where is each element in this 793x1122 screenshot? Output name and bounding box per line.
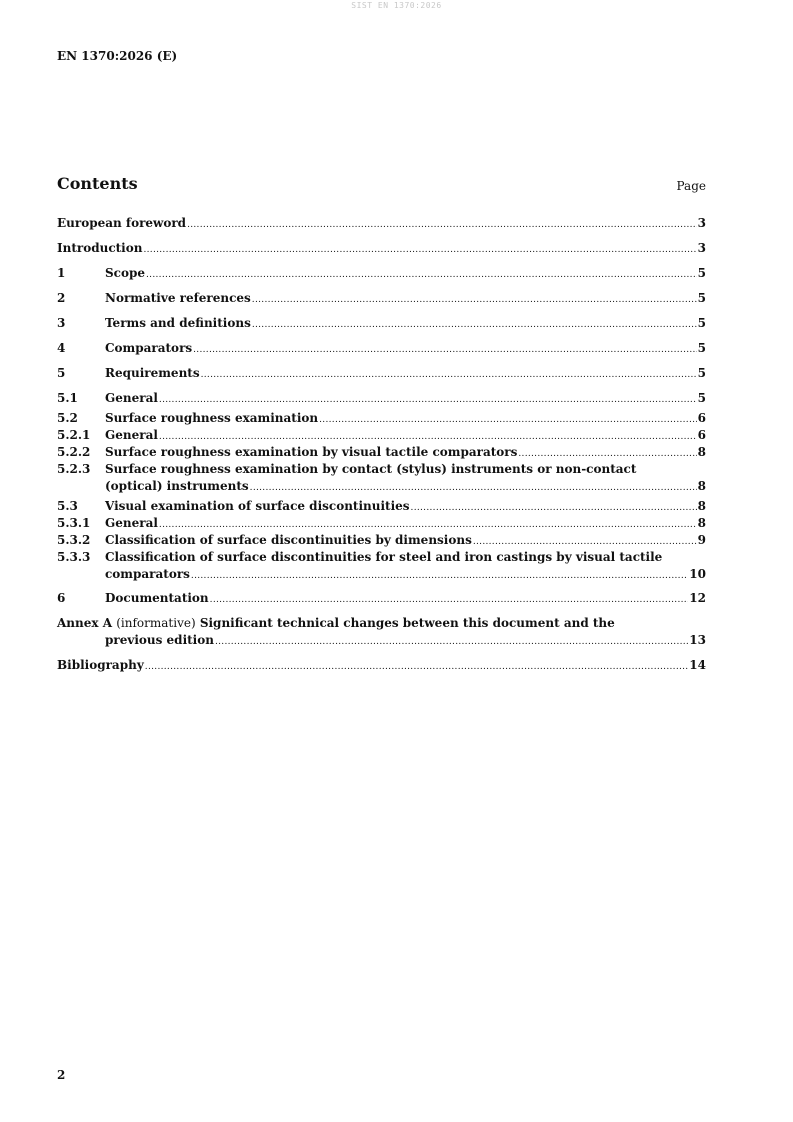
- toc-title[interactable]: General: [105, 516, 158, 530]
- toc-number: 5.2.2: [57, 445, 91, 459]
- toc-number: 6: [57, 591, 66, 605]
- toc-title[interactable]: Surface roughness examination by contact (stylus) instruments or non-contact: [105, 462, 637, 476]
- toc-entry[interactable]: [57, 461, 706, 495]
- toc-title[interactable]: Comparators: [105, 341, 193, 355]
- toc-title[interactable]: Scope: [105, 266, 146, 280]
- annex-type: (informative): [116, 616, 196, 630]
- dot-leader: [187, 221, 697, 230]
- toc-page-number[interactable]: 8: [697, 479, 706, 493]
- toc-page-number[interactable]: 6: [697, 411, 706, 425]
- dot-leader: [201, 371, 697, 380]
- toc-page-number[interactable]: 5: [697, 391, 706, 405]
- toc-entry[interactable]: [57, 532, 706, 549]
- toc-title[interactable]: comparators: [105, 567, 190, 581]
- toc-entry[interactable]: [57, 657, 706, 674]
- toc-entry[interactable]: [57, 340, 706, 357]
- toc-number: 4: [57, 341, 66, 355]
- dot-leader: [193, 346, 697, 355]
- toc-number: 5.3.1: [57, 516, 91, 530]
- toc-title[interactable]: Normative references: [105, 291, 251, 305]
- toc-entry[interactable]: [57, 265, 706, 282]
- dot-leader: [146, 271, 697, 280]
- dot-leader: [215, 638, 688, 647]
- toc-title[interactable]: Documentation: [105, 591, 209, 605]
- toc-page-number[interactable]: 12: [689, 591, 706, 605]
- dot-leader: [159, 521, 697, 530]
- toc-title[interactable]: General: [105, 428, 158, 442]
- dot-leader: [145, 663, 689, 672]
- toc-entry[interactable]: [57, 590, 706, 607]
- toc-entry[interactable]: [57, 290, 706, 307]
- toc-entry[interactable]: [57, 365, 706, 382]
- toc-title[interactable]: Visual examination of surface discontinuities: [105, 499, 410, 513]
- page-column-label: Page: [676, 179, 706, 193]
- toc-title[interactable]: Classification of surface discontinuities by dimensions: [105, 533, 472, 547]
- toc-title[interactable]: Significant technical changes between this document and the: [199, 616, 615, 630]
- toc-number: 5.3: [57, 499, 78, 513]
- toc-page-number[interactable]: 9: [697, 533, 706, 547]
- toc-entry[interactable]: [57, 498, 706, 515]
- toc-page-number[interactable]: 6: [697, 428, 706, 442]
- watermark: SIST EN 1370:2026: [351, 1, 442, 10]
- dot-leader: [159, 433, 697, 442]
- dot-leader: [252, 321, 697, 330]
- toc-page-number[interactable]: 3: [697, 216, 706, 230]
- dot-leader: [319, 416, 697, 425]
- toc-number: 2: [57, 291, 66, 305]
- toc-page-number[interactable]: 5: [697, 341, 706, 355]
- contents-header: [57, 174, 706, 198]
- toc-title[interactable]: Requirements: [105, 366, 200, 380]
- toc-page-number[interactable]: 5: [697, 266, 706, 280]
- toc-entry[interactable]: [57, 215, 706, 232]
- toc-title[interactable]: Bibliography: [57, 658, 144, 672]
- toc-title[interactable]: General: [105, 391, 158, 405]
- table-of-contents: [57, 215, 706, 674]
- dot-leader: [159, 396, 697, 405]
- toc-number: 5: [57, 366, 66, 380]
- toc-number: 5.3.2: [57, 533, 91, 547]
- toc-page-number[interactable]: 14: [689, 658, 706, 672]
- toc-number: 1: [57, 266, 66, 280]
- dot-leader: [143, 246, 696, 255]
- toc-entry[interactable]: [57, 615, 706, 649]
- toc-title[interactable]: Terms and definitions: [105, 316, 251, 330]
- dot-leader: [250, 484, 697, 493]
- toc-entry[interactable]: [57, 515, 706, 532]
- toc-title[interactable]: previous edition: [105, 633, 214, 647]
- document-id: EN 1370:2026 (E): [57, 49, 178, 63]
- toc-title[interactable]: Surface roughness examination by visual tactile comparators: [105, 445, 518, 459]
- dot-leader: [252, 296, 697, 305]
- toc-page-number[interactable]: 8: [697, 499, 706, 513]
- toc-number: 5.3.3: [57, 550, 91, 564]
- annex-letter: Annex A: [57, 616, 113, 630]
- contents-title: Contents: [57, 174, 138, 193]
- toc-entry[interactable]: [57, 390, 706, 407]
- toc-number: 3: [57, 316, 66, 330]
- toc-entry[interactable]: [57, 315, 706, 332]
- toc-entry[interactable]: [57, 444, 706, 461]
- dot-leader: [411, 504, 697, 513]
- toc-entry[interactable]: [57, 549, 706, 583]
- toc-page-number[interactable]: 5: [697, 291, 706, 305]
- toc-number: 5.2.3: [57, 462, 91, 476]
- toc-number: 5.2: [57, 411, 78, 425]
- toc-page-number[interactable]: 5: [697, 316, 706, 330]
- dot-leader: [473, 538, 697, 547]
- page-number: 2: [57, 1068, 66, 1082]
- toc-title[interactable]: Introduction: [57, 241, 143, 255]
- toc-page-number[interactable]: 3: [697, 241, 706, 255]
- toc-title[interactable]: (optical) instruments: [105, 479, 249, 493]
- toc-entry[interactable]: [57, 240, 706, 257]
- toc-title[interactable]: Surface roughness examination: [105, 411, 319, 425]
- dot-leader: [210, 596, 689, 605]
- toc-entry[interactable]: [57, 427, 706, 444]
- toc-title[interactable]: European foreword: [57, 216, 187, 230]
- toc-title[interactable]: Classification of surface discontinuities for steel and iron castings by visual tactile: [105, 550, 663, 564]
- toc-page-number[interactable]: 8: [697, 445, 706, 459]
- toc-entry[interactable]: [57, 410, 706, 427]
- toc-page-number[interactable]: 10: [689, 567, 706, 581]
- toc-number: 5.2.1: [57, 428, 91, 442]
- toc-page-number[interactable]: 13: [689, 633, 706, 647]
- dot-leader: [518, 450, 696, 459]
- dot-leader: [191, 572, 688, 581]
- toc-page-number[interactable]: 8: [697, 516, 706, 530]
- toc-page-number[interactable]: 5: [697, 366, 706, 380]
- toc-annex-label: [57, 615, 200, 632]
- toc-number: 5.1: [57, 391, 78, 405]
